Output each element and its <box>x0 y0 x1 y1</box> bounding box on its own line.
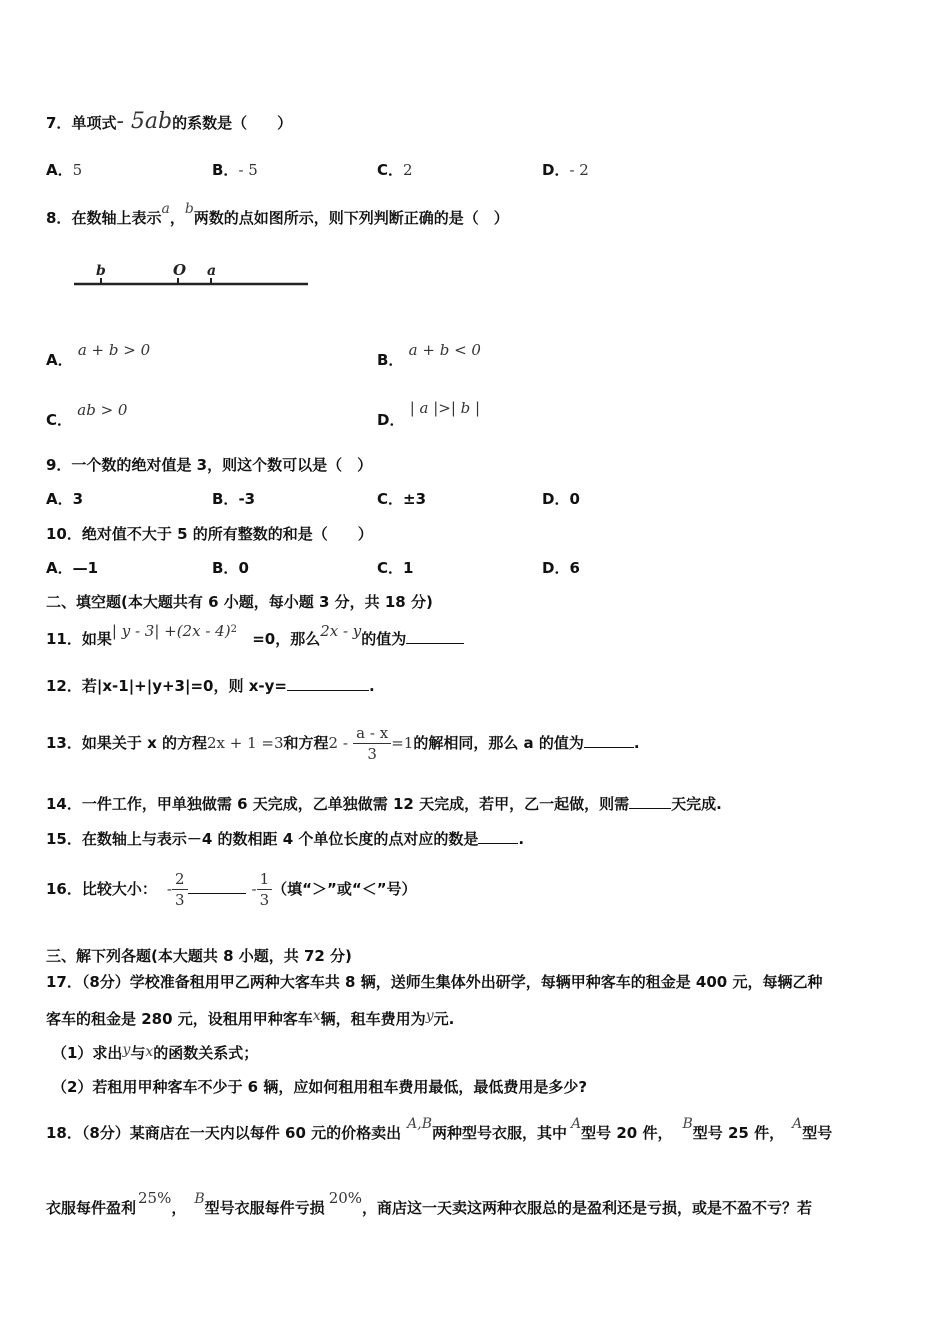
q12-answer-blank[interactable] <box>287 676 369 691</box>
q10-stem: 10．绝对值不大于 5 的所有整数的和是（ ） <box>46 525 373 543</box>
q14-answer-blank[interactable] <box>629 794 671 809</box>
q10-option-a: A．—1 <box>46 559 99 577</box>
q16-fraction-left: $\frac{2}{3}$ <box>172 869 188 910</box>
q11-stem: 11．如果| y - 3| +(2x - 4)$^2$ =0，那么2x - y的值为 <box>46 629 464 652</box>
q16-answer-blank[interactable] <box>188 879 246 894</box>
q9-stem: 9．一个数的绝对值是 3，则这个数可以是（ ） <box>46 456 373 474</box>
q17-line-1: 17．（8分）学校准备租用甲乙两种大客车共 8 辆，送师生集体外出研学，每辆甲种客车的租金是 400 元，每辆乙种 <box>46 973 823 991</box>
number-line-figure <box>70 258 320 298</box>
q17-line-2: 客车的租金是 280 元，设租用甲种客车x辆，租车费用为y元. <box>46 1008 455 1028</box>
q9-option-c: C．±3 <box>377 490 427 508</box>
q9-option-d: D．0 <box>542 490 580 508</box>
q13-fraction: $\frac{a - x}{3}$ <box>353 723 391 764</box>
q15-answer-blank[interactable] <box>478 829 518 844</box>
q17-subquestion-2: （2）若租用甲种客车不少于 6 辆，应如何租用租车费用最低，最低费用是多少? <box>52 1078 588 1096</box>
q8-option-d: D． | a |>| b | <box>377 399 481 429</box>
section-3-heading: 三、解下列各题(本大题共 8 小题，共 72 分) <box>46 947 352 965</box>
q14-stem: 14．一件工作，甲单独做需 6 天完成，乙单独做需 12 天完成，若甲，乙一起做，则需 天完成. <box>46 795 722 813</box>
q8-stem: 8．在数轴上表示a，b两数的点如图所示，则下列判断正确的是（ ） <box>46 201 509 227</box>
q7-expression: - 5ab <box>116 109 173 134</box>
q17-subquestion-1: （1）求出y与x的函数关系式； <box>52 1042 259 1062</box>
q16-fraction-right: $\frac{1}{3}$ <box>257 869 273 910</box>
q18-line-1: 18．（8分）某商店在一天内以每件 60 元的价格卖出 A,B两种型号衣服，其中 A型号 20 件， B型号 25 件， A型号 <box>46 1116 833 1142</box>
q13-answer-blank[interactable] <box>584 733 634 748</box>
q7-option-b: B．- 5 <box>212 161 258 179</box>
q8-option-a: A． a + b > 0 <box>46 341 151 369</box>
label-origin: O <box>173 261 187 279</box>
q15-stem: 15．在数轴上与表示－4 的数相距 4 个单位长度的点对应的数是 . <box>46 830 525 848</box>
q11-answer-blank[interactable] <box>406 629 464 644</box>
q13-stem: 13．如果关于 x 的方程2x + 1 =3和方程2 - $\frac{a - x}{3}$ =1的解相同，那么 a 的值为 . <box>46 724 640 763</box>
label-a: a <box>207 263 217 279</box>
q9-option-b: B．-3 <box>212 490 256 508</box>
q10-option-b: B．0 <box>212 559 249 577</box>
q10-option-c: C．1 <box>377 559 414 577</box>
section-2-heading: 二、填空题(本大题共有 6 小题，每小题 3 分，共 18 分) <box>46 593 433 611</box>
label-b: b <box>96 263 106 279</box>
q7-option-c: C．2 <box>377 161 413 179</box>
q9-option-a: A．3 <box>46 490 84 508</box>
q7-option-a: A．5 <box>46 161 83 179</box>
q10-option-d: D．6 <box>542 559 580 577</box>
q18-line-2: 衣服每件盈利25%， B型号衣服每件亏损20%，商店这一天卖这两种衣服总的是盈利还是亏损，或是不盈不亏？若 <box>46 1189 813 1217</box>
q8-option-b: B． a + b < 0 <box>377 341 481 369</box>
q16-stem: 16．比较大小： - $\frac{2}{3}$ - $\frac{1}{3}$ （填“＞”或“＜”号） <box>46 870 417 909</box>
q8-option-c: C． ab > 0 <box>46 401 128 429</box>
q7-option-d: D．- 2 <box>542 161 589 179</box>
q7-stem: 7．单项式- 5ab的系数是（ ） <box>46 109 293 134</box>
q12-stem: 12．若|x-1|+|y+3|=0，则 x-y= . <box>46 677 375 695</box>
